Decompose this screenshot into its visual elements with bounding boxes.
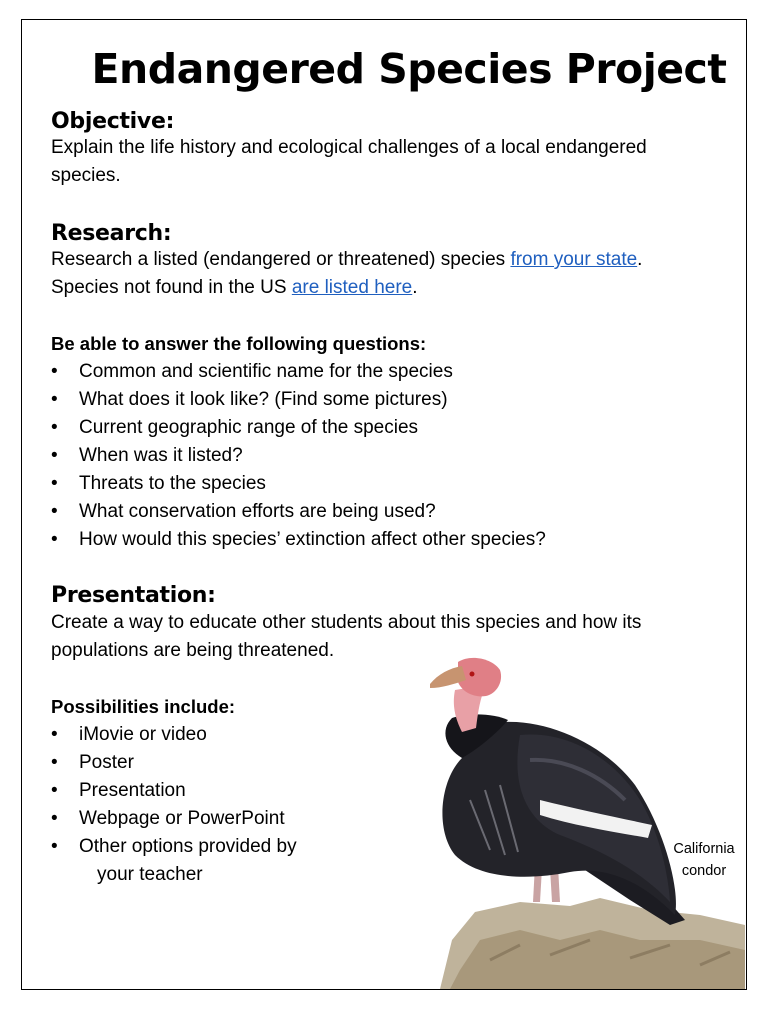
research-line2-text: Species not found in the US: [51, 277, 292, 298]
list-item: • How would this species’ extinction affect other species?: [51, 526, 711, 554]
california-condor-image: [400, 640, 745, 989]
list-item: • Poster: [51, 749, 381, 777]
questions-heading: Be able to answer the following questions:: [51, 333, 427, 354]
list-item: • Presentation: [51, 777, 381, 805]
list-item: • What conservation efforts are being used?: [51, 498, 711, 526]
list-item: • iMovie or video: [51, 721, 381, 749]
list-item: [51, 833, 381, 889]
research-line2-period: .: [412, 277, 418, 298]
presentation-text: Create a way to educate other students about this species and how its populations are being threatened.: [51, 612, 642, 661]
objective-text: Explain the life history and ecological challenges of a local endangered species.: [51, 137, 647, 186]
research-line1-text: Research a listed (endangered or threatened) species: [51, 249, 511, 270]
list-item: • Threats to the species: [51, 470, 711, 498]
document-page: [21, 19, 747, 990]
questions-list: [51, 358, 711, 554]
list-item: • Webpage or PowerPoint: [51, 805, 381, 833]
page-title: Endangered Species Project: [91, 45, 727, 93]
list-item-text: Other options provided by: [79, 836, 297, 857]
list-item: • Current geographic range of the species: [51, 414, 711, 442]
state-species-link[interactable]: from your state: [510, 249, 638, 270]
list-item: • When was it listed?: [51, 442, 711, 470]
research-text: [51, 246, 731, 302]
list-item-continuation: your teacher: [97, 864, 203, 885]
possibilities-list: [51, 721, 381, 889]
presentation-heading: Presentation:: [51, 583, 216, 608]
list-item: • What does it look like? (Find some pictures): [51, 386, 711, 414]
objective-heading: Objective:: [51, 109, 175, 134]
caption-line: California: [673, 841, 735, 857]
possibilities-heading: Possibilities include:: [51, 696, 236, 717]
foreign-species-link[interactable]: are listed here: [291, 277, 413, 298]
research-line1-period: .: [637, 249, 643, 270]
list-item: • Common and scientific name for the species: [51, 358, 711, 386]
image-caption: [664, 838, 744, 882]
research-heading: Research:: [51, 221, 172, 246]
caption-line: condor: [681, 863, 727, 879]
